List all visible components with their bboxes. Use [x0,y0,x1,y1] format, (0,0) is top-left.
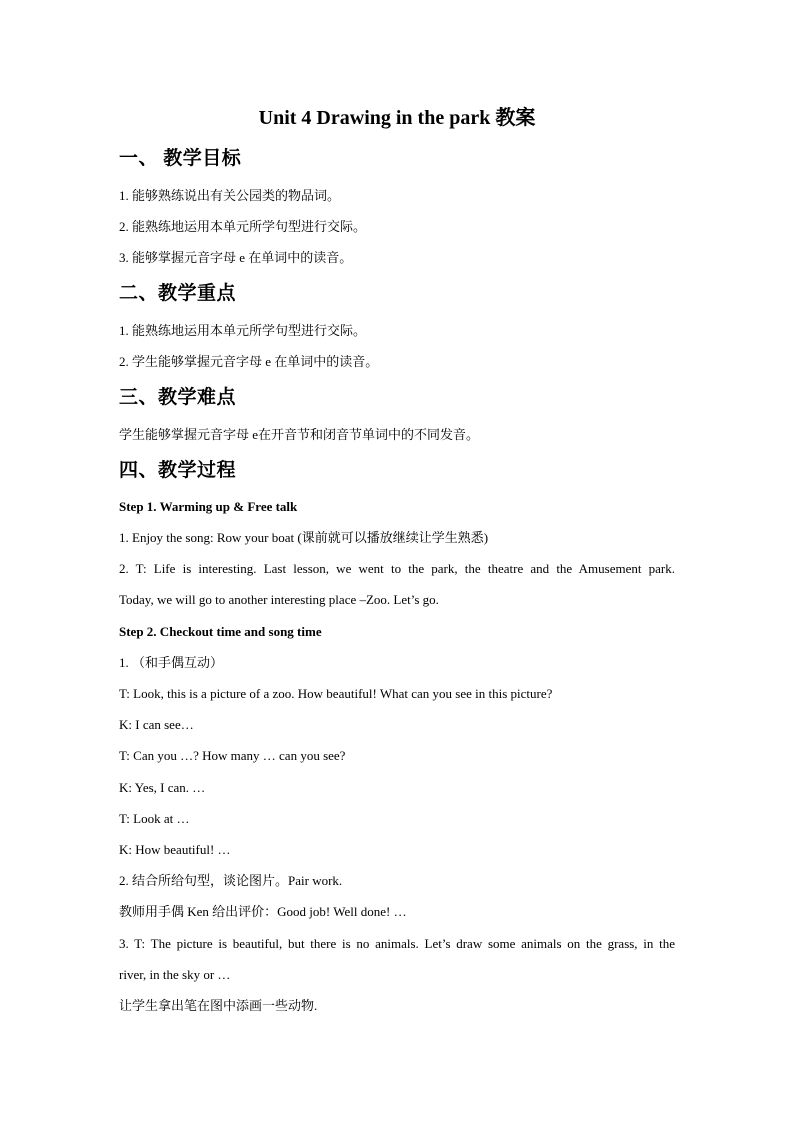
difficulty-text: 学生能够掌握元音字母 e在开音节和闭音节单词中的不同发音。 [119,427,480,442]
objective-item: 3. 能够掌握元音字母 e 在单词中的读音。 [119,250,353,265]
process-line: T: Can you …? How many … can you see? [119,748,346,763]
process-line: K: How beautiful! … [119,842,231,857]
section-heading-process: 四、教学过程 [119,460,237,481]
process-line: K: Yes, I can. … [119,780,206,795]
key-point-item: 2. 学生能够掌握元音字母 e 在单词中的读音。 [119,354,379,369]
process-line: Today, we will go to another interesting place –Zoo. Let’s go. [119,592,439,607]
process-line: T: Look at … [119,811,190,826]
process-line: 1. Enjoy the song: Row your boat (课前就可以播放继续让学生熟悉) [119,530,489,545]
section-heading-objectives: 一、 教学目标 [119,148,242,169]
process-line: 3. T: The picture is beautiful, but there is no animals. Let’s draw some animals on the grass, in the [119,936,675,951]
objective-item: 2. 能熟练地运用本单元所学句型进行交际。 [119,219,367,234]
process-line: 让学生拿出笔在图中添画一些动物. [119,998,318,1013]
process-line: 2. T: Life is interesting. Last lesson, we went to the park, the theatre and the Amusement park. [119,561,675,576]
key-point-item: 1. 能熟练地运用本单元所学句型进行交际。 [119,323,367,338]
process-line: T: Look, this is a picture of a zoo. How beautiful! What can you see in this picture? [119,686,553,701]
process-line: K: I can see… [119,717,194,732]
process-line: 教师用手偶 Ken 给出评价：Good job! Well done! … [119,904,407,919]
process-line: 2. 结合所给句型，谈论图片。Pair work. [119,873,343,888]
process-line: river, in the sky or … [119,967,231,982]
objective-item: 1. 能够熟练说出有关公园类的物品词。 [119,188,341,203]
step-heading: Step 1. Warming up & Free talk [119,499,298,514]
section-heading-difficulty: 三、教学难点 [119,387,237,408]
document-title: Unit 4 Drawing in the park 教案 [258,107,536,129]
step-heading: Step 2. Checkout time and song time [119,624,322,639]
process-line: 1. （和手偶互动） [119,655,224,670]
section-heading-key-points: 二、教学重点 [119,283,237,304]
